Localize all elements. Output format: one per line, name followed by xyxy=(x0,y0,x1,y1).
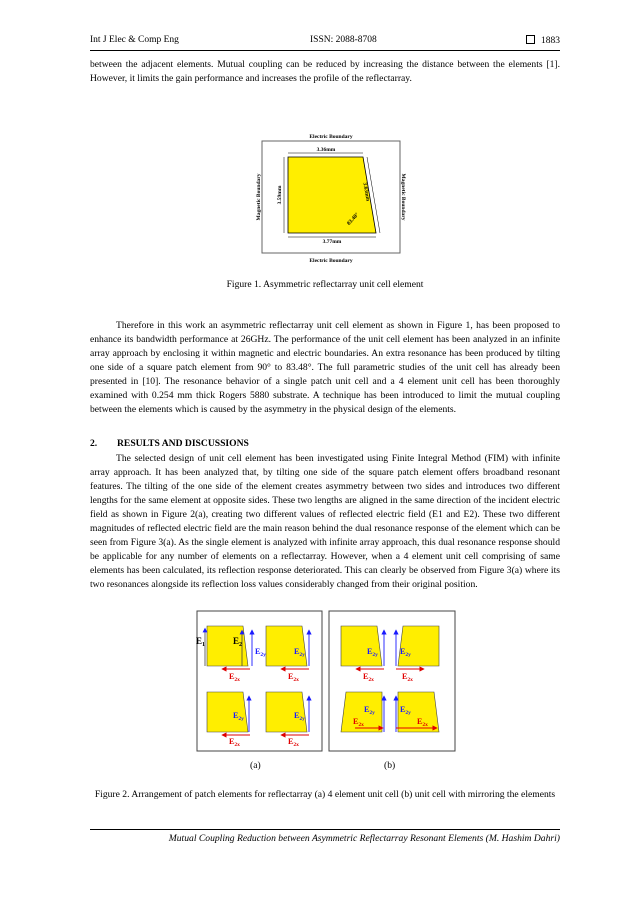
section-heading xyxy=(90,438,249,449)
dim-top: 3.36mm xyxy=(316,147,336,153)
e2x-label-b1: $E_{2x}$ xyxy=(363,672,374,683)
e2y-label-b2: $E_{2y}$ xyxy=(400,647,411,658)
e2y-label-a2: $E_{2y}$ xyxy=(294,647,305,658)
e2x-label-a4: $E_{2x}$ xyxy=(288,737,299,748)
dim-left: 3.59mm xyxy=(277,185,283,205)
patch-a2 xyxy=(266,626,307,666)
dim-angle: 83.48° xyxy=(346,211,361,227)
e2x-label-a2: $E_{2x}$ xyxy=(288,672,299,683)
e2x-label-a1: $E_{2x}$ xyxy=(229,672,240,683)
figure1-bottom-label: Electric Boundary xyxy=(309,258,353,264)
running-header xyxy=(90,35,560,49)
e2x-label-b3: $E_{2x}$ xyxy=(353,717,364,728)
journal-name: Int J Elec & Comp Eng xyxy=(90,35,179,45)
header-rule xyxy=(90,50,560,51)
figure2-sub-b: (b) xyxy=(384,760,396,771)
e2y-label-b1: $E_{2y}$ xyxy=(367,647,378,658)
figure2 xyxy=(195,610,457,753)
figure2-sub-a: (a) xyxy=(250,760,261,771)
patch-b1 xyxy=(341,626,382,666)
intro-paragraph: between the adjacent elements. Mutual coupling can be reduced by increasing the distance between the elements [1]. However, it limits the gain performance and increases the profile of the reflectarray. xyxy=(90,59,560,84)
e2y-label-a1: $E_{2y}$ xyxy=(255,647,266,658)
checkbox-icon xyxy=(526,35,535,44)
issn: ISSN: 2088-8708 xyxy=(310,35,377,45)
page-number-wrap xyxy=(526,35,560,46)
e2y-label-a3: $E_{2y}$ xyxy=(233,711,244,722)
e1-label: $E_1$ xyxy=(196,636,206,648)
e2y-label-b3: $E_{2y}$ xyxy=(364,705,375,716)
section-paragraph: The selected design of unit cell element has been investigated using Finite Integral Method (FIM) with infinite array approach. It has been analyzed that, by tilting one side of the square patch element offers broadband resonant features. The tilting of the one side of the element creates asymmetry between two sides and introduces two different lengths for the same element at opposite sides. These two lengths are aligned in the same direction of the incident electric field as shown in Figure 2(a), creating two different values of reflected electric field (E1 and E2). These two different magnitudes of reflected electric field are the main reason behind the dual resonance response of the element which can be seen from Figure 3(a). As the single element is analyzed with infinite array approach, this dual resonance response should be applicable for any number of elements on a reflectarray. However, when a 4 element unit cell comprising of same elements has been calculated, its reflection response deteriorated. This can clearly be observed from Figure 3(a) where its two resonances alongside its reflection loss values considerably changed from their original position. xyxy=(90,453,560,590)
running-footer: Mutual Coupling Reduction between Asymmetric Reflectarray Resonant Elements (M. Hashim Dahri) xyxy=(168,833,560,844)
e2x-label-b4: $E_{2x}$ xyxy=(417,717,428,728)
e2x-label-a3: $E_{2x}$ xyxy=(229,737,240,748)
figure1-left-label: Magnetic Boundary xyxy=(256,173,262,221)
section-number: 2. xyxy=(90,438,98,449)
e2x-label-b2: $E_{2x}$ xyxy=(402,672,413,683)
patch-a3 xyxy=(207,692,248,732)
e2-label: $E_2$ xyxy=(233,636,243,648)
patch-b2 xyxy=(398,626,439,666)
figure1-right-label: Magnetic Boundary xyxy=(400,173,406,221)
dim-bottom: 3.77mm xyxy=(322,239,342,245)
figure2-caption: Figure 2. Arrangement of patch elements for reflectarray (a) 4 element unit cell (b) unit cell with mirroring the elements xyxy=(94,789,556,800)
e2y-label-b4: $E_{2y}$ xyxy=(400,705,411,716)
asymmetric-patch xyxy=(288,157,376,233)
patch-a4 xyxy=(266,692,307,732)
dim-right: 3.63mm xyxy=(361,182,371,202)
page-number: 1883 xyxy=(541,36,560,46)
section-title: RESULTS AND DISCUSSIONS xyxy=(117,438,249,449)
footer-rule xyxy=(90,829,560,830)
figure1 xyxy=(248,132,413,267)
figure1-caption: Figure 1. Asymmetric reflectarray unit cell element xyxy=(226,279,424,290)
figure1-top-label: Electric Boundary xyxy=(309,134,353,140)
e2y-label-a4: $E_{2y}$ xyxy=(294,711,305,722)
body-paragraph: Therefore in this work an asymmetric reflectarray unit cell element as shown in Figure 1, has been proposed to enhance its bandwidth performance at 26GHz. The performance of the unit cell element has been analyzed in an infinite array approach by enclosing it within magnetic and electric boundaries. An extra resonance has been produced by tilting one side of a square patch element from 90° to 83.48°. The full parametric studies of the unit cell has already been presented in [10]. The resonance behavior of a single patch unit cell and a 4 element unit cell has been thoroughly examined with 0.254 mm thick Rogers 5880 substrate. A technique has been introduced to limit the mutual coupling between the elements which is caused by the asymmetry in the physical design of the elements. xyxy=(90,320,560,415)
